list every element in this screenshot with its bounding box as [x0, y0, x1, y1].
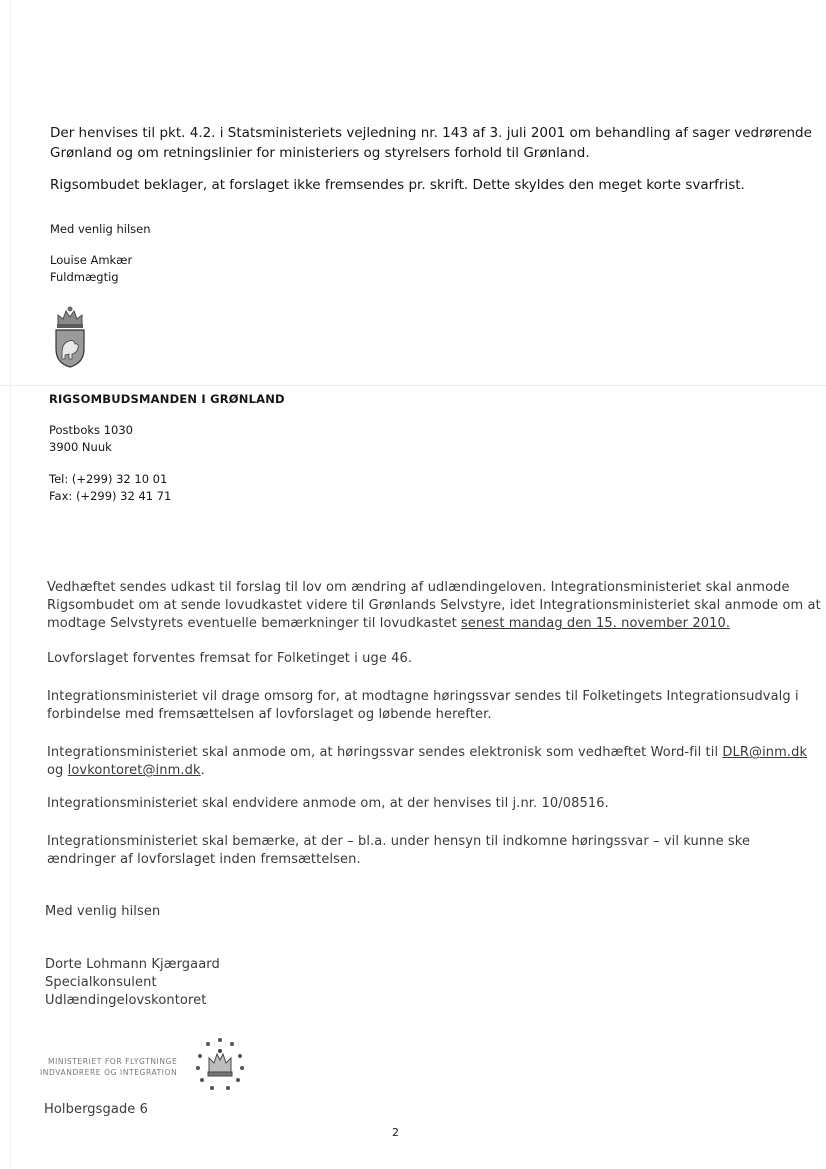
email-link-lovkontoret[interactable]: lovkontoret@inm.dk — [67, 763, 201, 778]
phone-number: Tel: (+299) 32 10 01 — [49, 472, 168, 486]
signer-name: Dorte Lohmann Kjærgaard — [45, 957, 220, 972]
letter2-signature — [45, 956, 220, 1010]
text-line: Integrationsministeriet vil drage omsorg for, at modtagne høringssvar sendes til Folketingets Integrationsudvalg i — [47, 689, 799, 704]
letter1-paragraph-apology: Rigsombudet beklager, at forslaget ikke fremsendes pr. skrift. Dette skyldes den meget korte svarfrist. — [50, 177, 745, 193]
letter1-contact — [49, 471, 171, 505]
text-line — [47, 615, 821, 633]
letter2-paragraph-request — [47, 579, 821, 633]
letter2-paragraph-email — [47, 744, 807, 780]
logo-text-line: INDVANDRERE OG INTEGRATION — [40, 1068, 178, 1077]
letter2-paragraph-journal: Integrationsministeriet skal endvidere anmode om, at der henvises til j.nr. 10/08516. — [47, 796, 609, 811]
text-fragment: . — [200, 763, 205, 778]
text-fragment: modtage Selvstyrets eventuelle bemærkninger til lovudkastet — [47, 616, 462, 631]
logo-text-line: MINISTERIET FOR FLYGTNINGE — [48, 1057, 178, 1066]
address-line: 3900 Nuuk — [49, 440, 112, 454]
email-link-dlr[interactable]: DLR@inm.dk — [722, 745, 808, 760]
letter1-org-name: RIGSOMBUDSMANDEN I GRØNLAND — [49, 392, 285, 406]
text-fragment: Integrationsministeriet skal anmode om, at høringssvar sendes elektronisk som vedhæftet Word-fil til — [47, 745, 723, 760]
signer-office: Udlændingelovskontoret — [45, 993, 207, 1008]
scan-divider — [0, 385, 826, 386]
letter2-street-address: Holbergsgade 6 — [44, 1102, 149, 1117]
text-line — [47, 762, 807, 780]
text-line: Integrationsministeriet skal bemærke, at der – bl.a. under hensyn til indkomne høringssvar – vil kunne ske — [47, 834, 751, 849]
address-line: Postboks 1030 — [49, 423, 133, 437]
fax-number: Fax: (+299) 32 41 71 — [49, 489, 172, 503]
scan-edge-shadow — [10, 0, 11, 1169]
letter2-paragraph-changes — [47, 833, 750, 869]
greenland-coat-of-arms-icon — [50, 303, 90, 369]
letter2-paragraph-week: Lovforslaget forventes fremsat for Folketinget i uge 46. — [47, 651, 413, 666]
text-line — [47, 744, 807, 762]
text-line: ændringer af lovforslaget inden fremsættelsen. — [47, 852, 361, 867]
signer-title: Fuldmægtig — [50, 270, 119, 284]
text-line: Rigsombudet om at sende lovudkastet videre til Grønlands Selvstyre, idet Integrationsministeriet skal anmode om at — [47, 598, 821, 613]
ministry-logo-text — [40, 1056, 177, 1078]
text-line: Der henvises til pkt. 4.2. i Statsministeriets vejledning nr. 143 af 3. juli 2001 om behandling af sager vedrørende — [50, 125, 812, 141]
signer-title: Specialkonsulent — [45, 975, 157, 990]
text-fragment: og — [47, 763, 68, 778]
ministry-crown-stars-icon — [190, 1036, 250, 1094]
signer-name: Louise Amkær — [50, 253, 133, 267]
text-line: forbindelse med fremsættelsen af lovforslaget og løbende herefter. — [47, 707, 492, 722]
deadline-text: senest mandag den 15. november 2010. — [461, 616, 731, 631]
letter1-signature — [50, 252, 132, 286]
letter1-closing: Med venlig hilsen — [50, 222, 151, 236]
text-line: Vedhæftet sendes udkast til forslag til lov om ændring af udlændingeloven. Integrationsministeriet skal anmode — [47, 580, 790, 595]
letter1-paragraph-reference — [50, 123, 812, 163]
letter2-paragraph-forwarding — [47, 688, 799, 724]
page-number: 2 — [392, 1126, 399, 1139]
letter2-closing: Med venlig hilsen — [45, 904, 161, 919]
text-line: Grønland og om retningslinier for ministeriers og styrelsers forhold til Grønland. — [50, 145, 590, 161]
letter1-address — [49, 422, 133, 456]
